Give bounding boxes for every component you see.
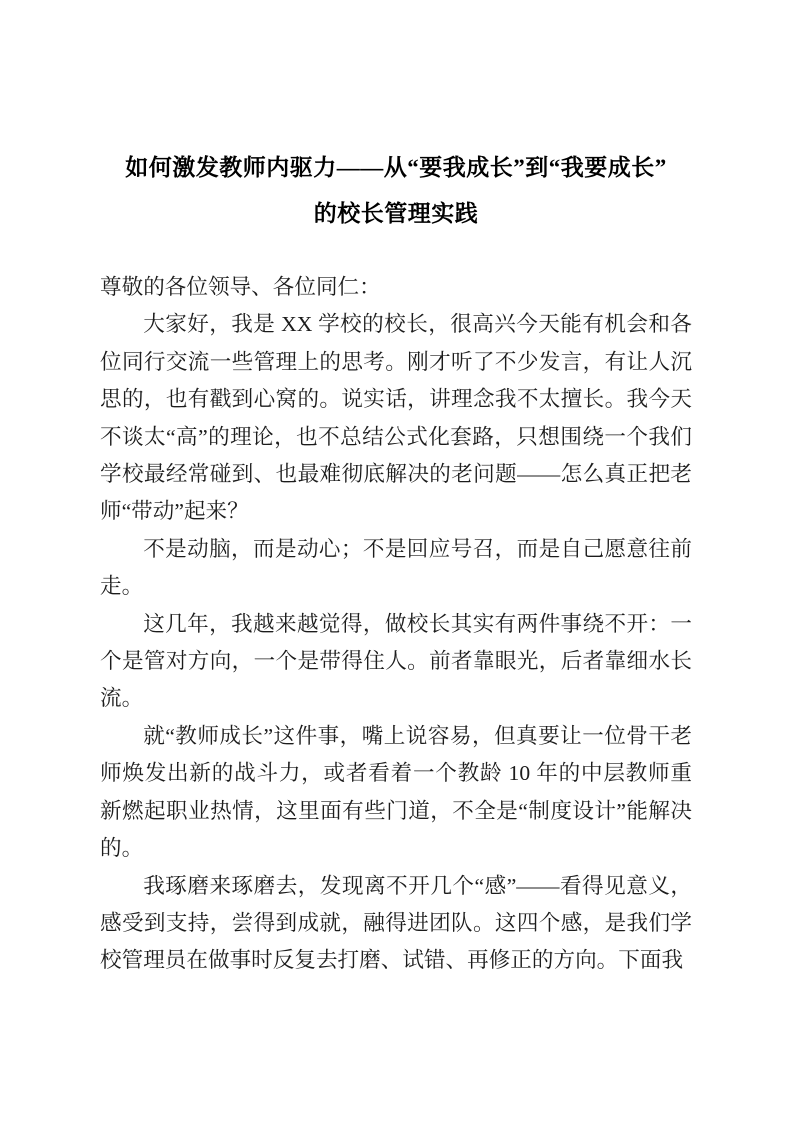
page-content (100, 145, 692, 980)
document-title-line-2: 的校长管理实践 (313, 201, 479, 226)
paragraph: 就“教师成长”这件事，嘴上说容易，但真要让一位骨干老师焕发出新的战斗力，或者看着一个教龄 10 年的中层教师重新燃起职业热情，这里面有些门道，不全是“制度设计”能解决的。 (100, 723, 692, 861)
paragraph: 不是动脑，而是动心；不是回应号召，而是自己愿意往前走。 (100, 536, 692, 599)
paragraph: 大家好，我是 XX 学校的校长，很高兴今天能有机会和各位同行交流一些管理上的思考。刚才听了不少发言，有让人沉思的，也有戳到心窝的。说实话，讲理念我不太擅长。我今天不谈太“高”的理论，也不总结公式化套路，只想围绕一个我们学校最经常碰到、也最难彻底解决的老问题——怎么真正把老师“带动”起来？ (100, 312, 692, 524)
document-body (100, 269, 692, 980)
paragraph: 我琢磨来琢磨去，发现离不开几个“感”——看得见意义，感受到支持，尝得到成就，融得进团队。这四个感，是我们学校管理员在做事时反复去打磨、试错、再修正的方向。下面我 (100, 873, 692, 973)
paragraph: 这几年，我越来越觉得，做校长其实有两件事绕不开：一个是管对方向，一个是带得住人。前者靠眼光，后者靠细水长流。 (100, 611, 692, 711)
paragraph: 尊敬的各位领导、各位同仁： (100, 275, 381, 299)
document-title-line-1: 如何激发教师内驱力——从“要我成长”到“我要成长” (125, 155, 667, 180)
document-title (100, 145, 692, 237)
